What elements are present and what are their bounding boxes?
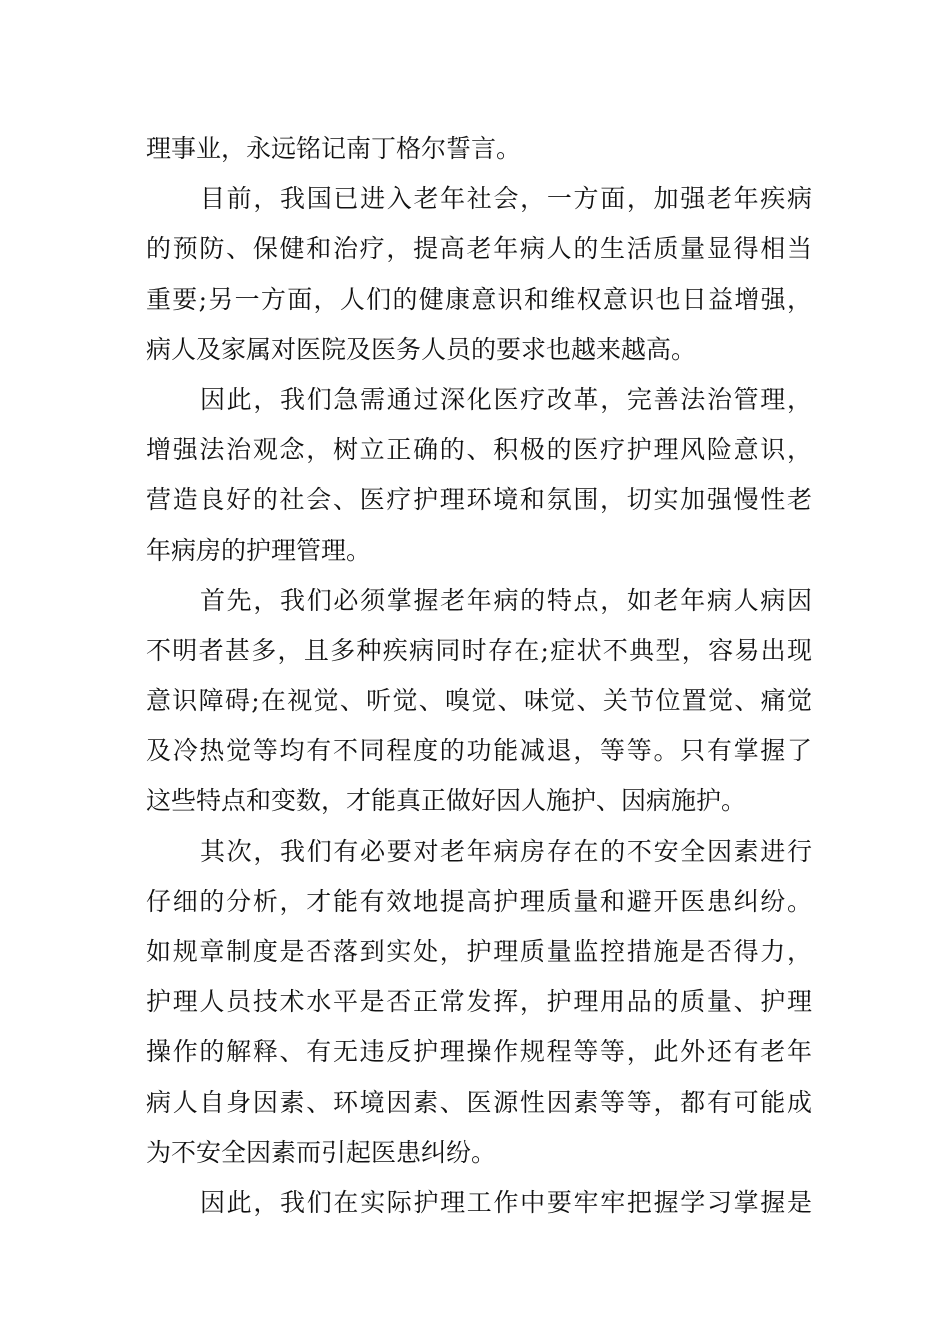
paragraph-first-line: 首先，我们必须掌握老年病的特点，如老年病人病因 [200,585,812,615]
text-line: 及冷热觉等均有不同程度的功能减退，等等。只有掌握了 [146,736,812,766]
text-line: 意识障碍;在视觉、听觉、嗅觉、味觉、关节位置觉、痛觉 [146,686,812,716]
paragraph-first-line: 其次，我们有必要对老年病房存在的不安全因素进行 [200,836,812,866]
paragraph-first-line: 因此，我们在实际护理工作中要牢牢把握学习掌握是 [200,1187,812,1217]
text-line: 不明者甚多，且多种疾病同时存在;症状不典型，容易出现 [146,635,812,665]
paragraph-first-line: 因此，我们急需通过深化医疗改革，完善法治管理， [200,384,812,414]
text-line: 如规章制度是否落到实处，护理质量监控措施是否得力， [146,937,812,966]
text-line: 病人及家属对医院及医务人员的要求也越来越高。 [146,334,697,364]
text-line: 的预防、保健和治疗，提高老年病人的生活质量显得相当 [146,234,812,264]
body-text [146,124,812,1228]
text-line: 理事业，永远铭记南丁格尔誓言。 [146,134,522,163]
text-line: 病人自身因素、环境因素、医源性因素等等，都有可能成 [146,1087,812,1117]
text-line: 为不安全因素而引起医患纠纷。 [146,1137,497,1167]
text-line: 营造良好的社会、医疗护理环境和氛围，切实加强慢性老 [146,485,812,515]
paragraph-first-line: 目前，我国已进入老年社会，一方面，加强老年疾病 [200,184,812,214]
text-line: 年病房的护理管理。 [146,535,372,565]
text-line: 护理人员技术水平是否正常发挥，护理用品的质量、护理 [146,987,812,1017]
text-line: 增强法治观念，树立正确的、积极的医疗护理风险意识， [146,435,812,465]
text-line: 这些特点和变数，才能真正做好因人施护、因病施护。 [146,786,747,816]
text-line: 操作的解释、有无违反护理操作规程等等，此外还有老年 [146,1037,812,1067]
text-line: 重要;另一方面，人们的健康意识和维权意识也日益增强， [146,284,812,314]
text-line: 仔细的分析，才能有效地提高护理质量和避开医患纠纷。 [146,886,812,916]
